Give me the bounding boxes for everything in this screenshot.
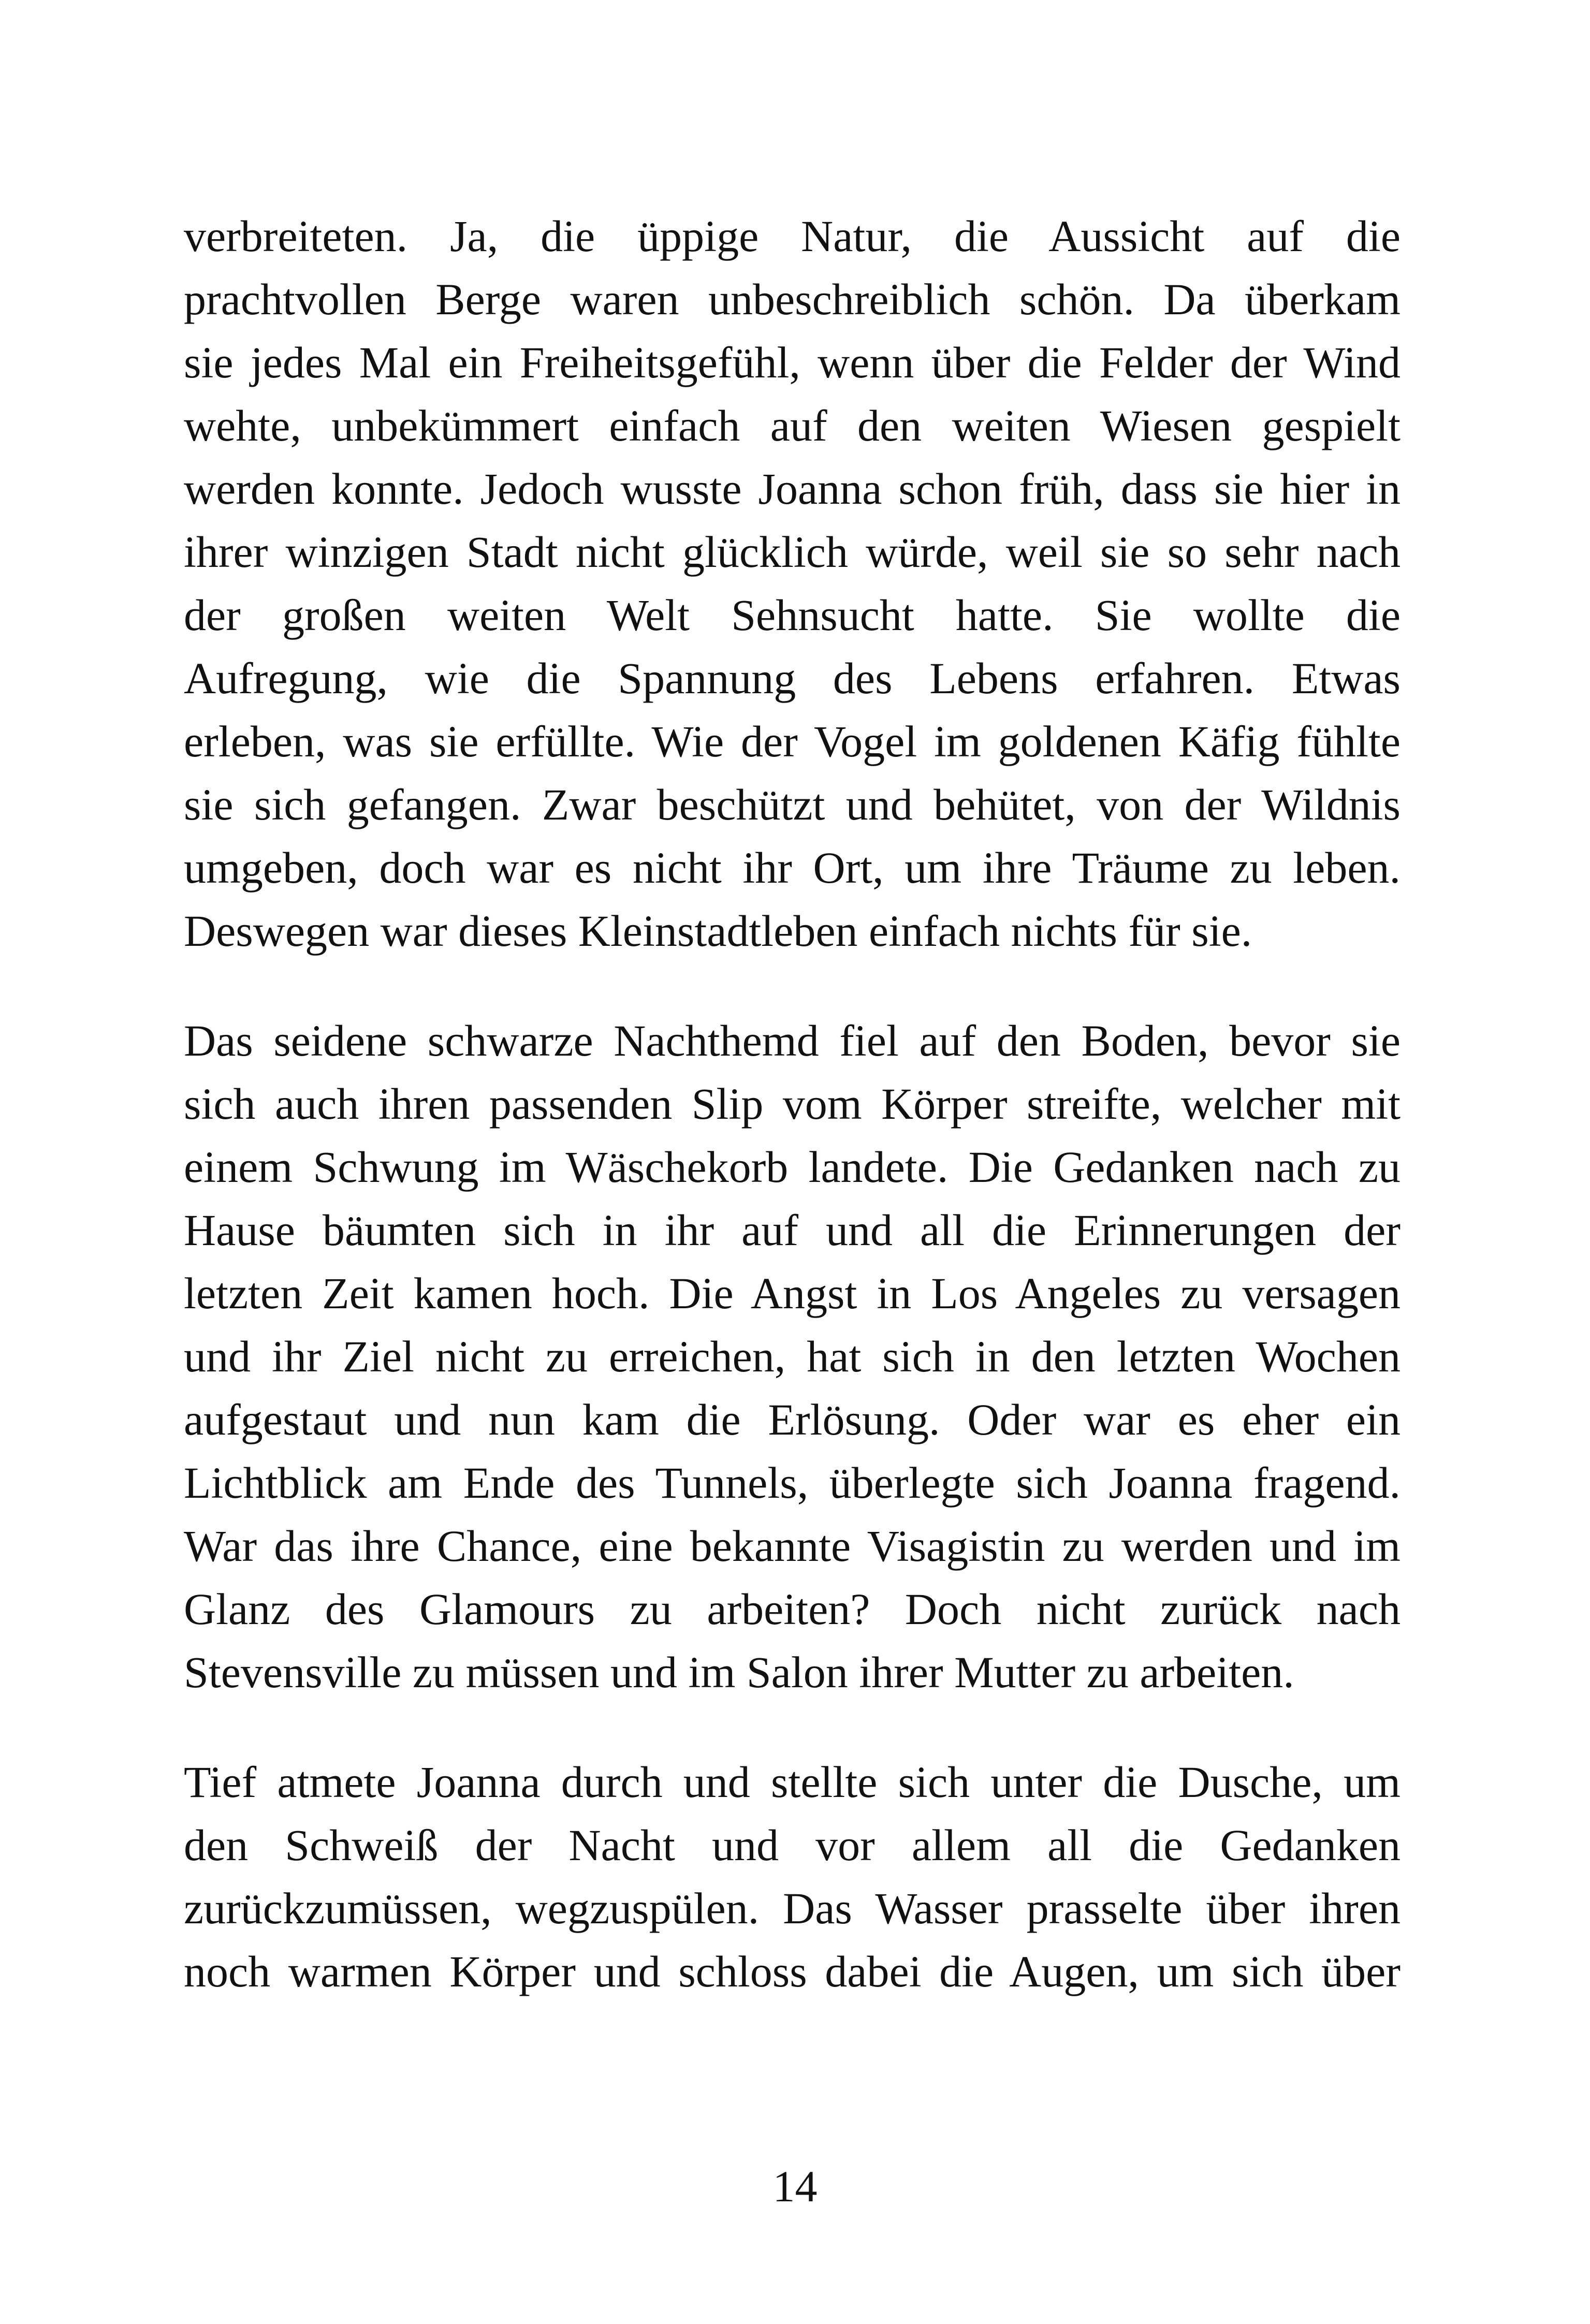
text-line: einem Schwung im Wäschekorb landete. Die Gedanken nach zu <box>184 1142 1401 1192</box>
text-line: umgeben, doch war es nicht ihr Ort, um ihre Träume zu leben. <box>184 843 1401 893</box>
text-line: und ihr Ziel nicht zu erreichen, hat sich in den letzten Wochen <box>184 1332 1401 1381</box>
text-line: der großen weiten Welt Sehnsucht hatte. Sie wollte die <box>184 590 1401 640</box>
text-line: Aufregung, wie die Spannung des Lebens erfahren. Etwas <box>184 653 1401 703</box>
text-line: den Schweiß der Nacht und vor allem all die Gedanken <box>184 1820 1401 1870</box>
text-line: ihrer winzigen Stadt nicht glücklich würde, weil sie so sehr nach <box>184 527 1401 577</box>
text-line: Hause bäumten sich in ihr auf und all die Erinnerungen der <box>184 1205 1401 1255</box>
text-line: aufgestaut und nun kam die Erlösung. Oder war es eher ein <box>184 1395 1401 1444</box>
text-line: sie sich gefangen. Zwar beschützt und behütet, von der Wildnis <box>184 780 1401 829</box>
paragraph-3 <box>184 1750 1401 2003</box>
text-line: War das ihre Chance, eine bekannte Visagistin zu werden und im <box>184 1521 1401 1571</box>
text-line: erleben, was sie erfüllte. Wie der Vogel im goldenen Käfig fühlte <box>184 717 1401 766</box>
text-line: Deswegen war dieses Kleinstadtleben einfach nichts für sie. <box>184 906 1252 956</box>
text-line: noch warmen Körper und schloss dabei die Augen, um sich über <box>184 1947 1401 1996</box>
text-line: Lichtblick am Ende des Tunnels, überlegte sich Joanna fragend. <box>184 1458 1401 1508</box>
text-line: letzten Zeit kamen hoch. Die Angst in Los Angeles zu versagen <box>184 1268 1401 1318</box>
text-line: Das seidene schwarze Nachthemd fiel auf den Boden, bevor sie <box>184 1016 1401 1065</box>
page-number: 14 <box>772 2161 818 2211</box>
text-line: wehte, unbekümmert einfach auf den weiten Wiesen gespielt <box>184 401 1401 450</box>
body-text <box>184 204 1401 2050</box>
text-line: Stevensville zu müssen und im Salon ihrer Mutter zu arbeiten. <box>184 1647 1294 1697</box>
text-line: prachtvollen Berge waren unbeschreiblich schön. Da überkam <box>184 274 1401 324</box>
paragraph-2 <box>184 1009 1401 1704</box>
text-line: zurückzumüssen, wegzuspülen. Das Wasser prasselte über ihren <box>184 1883 1401 1933</box>
paragraph-1 <box>184 204 1401 962</box>
text-line: werden konnte. Jedoch wusste Joanna schon früh, dass sie hier in <box>184 464 1401 514</box>
text-line: sie jedes Mal ein Freiheitsgefühl, wenn über die Felder der Wind <box>184 338 1401 387</box>
text-line: verbreiteten. Ja, die üppige Natur, die Aussicht auf die <box>184 211 1401 261</box>
text-line: sich auch ihren passenden Slip vom Körper streifte, welcher mit <box>184 1079 1401 1129</box>
text-line: Glanz des Glamours zu arbeiten? Doch nicht zurück nach <box>184 1584 1401 1634</box>
text-line: Tief atmete Joanna durch und stellte sich unter die Dusche, um <box>184 1757 1401 1807</box>
